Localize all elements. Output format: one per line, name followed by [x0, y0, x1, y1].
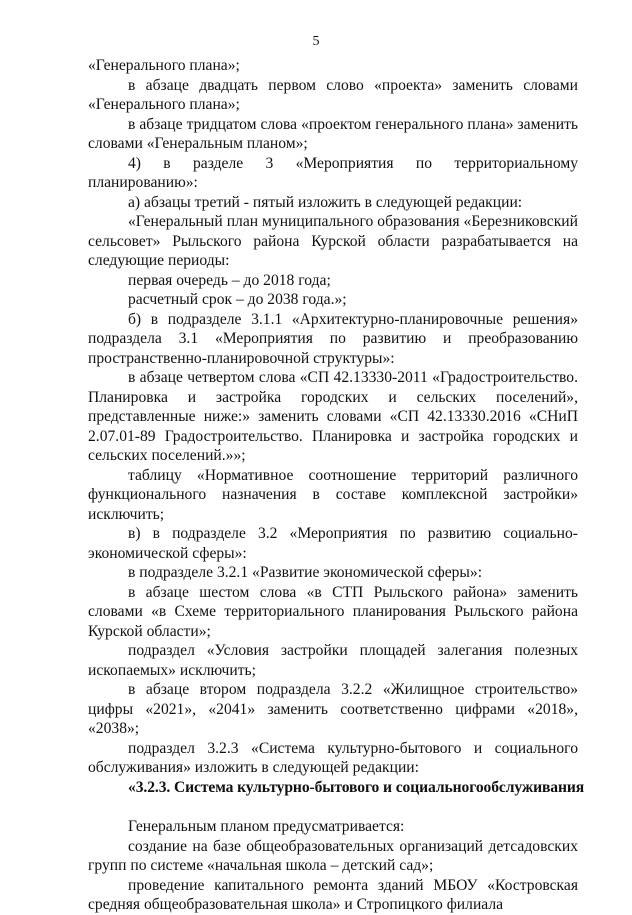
paragraph: б) в подразделе 3.1.1 «Архитектурно-планировочные решения» подраздела 3.1 «Мероприятия по развитию и преобразованию пространственно-планировочной структуры»:: [88, 310, 578, 367]
paragraph: таблицу «Нормативное соотношение территорий различного функционального назначения в составе комплексной застройки» исключить;: [88, 466, 578, 523]
paragraph: подраздел «Условия застройки площадей залегания полезных ископаемых» исключить;: [88, 642, 578, 679]
paragraph: первая очередь – до 2018 года;: [128, 271, 331, 289]
paragraph: Генеральным планом предусматривается:: [128, 818, 405, 835]
paragraph: «Генеральный план муниципального образования «Березниковский сельсовет» Рыльского района Курской области разрабатывается на следующие периоды:: [88, 213, 578, 269]
paragraph-list-bottom: [88, 817, 578, 915]
page-number: 5: [312, 34, 320, 49]
paragraph: «Генерального плана»;: [88, 57, 240, 74]
paragraph: создание на базе общеобразовательных организаций детсадовских групп по системе «начальная школа – детский сад»;: [88, 837, 578, 874]
paragraph-list-top: [88, 56, 578, 778]
paragraph: 4) в разделе 3 «Мероприятия по территориальному планированию»:: [88, 154, 578, 191]
paragraph: а) абзацы третий - пятый изложить в следующей редакции:: [128, 193, 523, 211]
paragraph: подраздел 3.2.3 «Система культурно-бытового и социального обслуживания» изложить в следующей редакции:: [88, 739, 578, 776]
paragraph: в подразделе 3.2.1 «Развитие экономической сферы»:: [128, 564, 483, 581]
paragraph: в абзаце втором подраздела 3.2.2 «Жилищное строительство» цифры «2021», «2041» заменить соответственно цифрами «2018», «2038»;: [88, 681, 578, 737]
blank-line: [88, 797, 578, 817]
paragraph: расчетный срок – до 2038 года.»;: [128, 291, 347, 308]
document-body: [88, 56, 585, 915]
section-heading: «3.2.3. Система культурно-бытового и социальногообслуживания: [128, 778, 585, 796]
paragraph: в абзаце тридцатом слова «проектом генерального плана» заменить словами «Генеральным планом»;: [88, 115, 578, 152]
paragraph: в) в подразделе 3.2 «Мероприятия по развитию социально-экономической сферы»:: [88, 525, 578, 562]
paragraph: в абзаце двадцать первом слово «проекта» заменить словами «Генерального плана»;: [88, 76, 578, 113]
paragraph: в абзаце четвертом слова «СП 42.13330-2011 «Градостроительство. Планировка и застройка городских и сельских поселений», представленные ниже:» заменить словами «СП 42.13330.2016 «СНиП 2.07.01-89 Градостроительство. Планировка и застройка городских и сельских поселений.»»;: [88, 369, 578, 464]
paragraph: в абзаце шестом слова «в СТП Рыльского района» заменить словами «в Схеме территориального планирования Рыльского района Курской области»;: [88, 583, 578, 640]
paragraph: проведение капитального ремонта зданий МБОУ «Костровская средняя общеобразовательная школа» и Стропицкого филиала: [88, 876, 578, 913]
